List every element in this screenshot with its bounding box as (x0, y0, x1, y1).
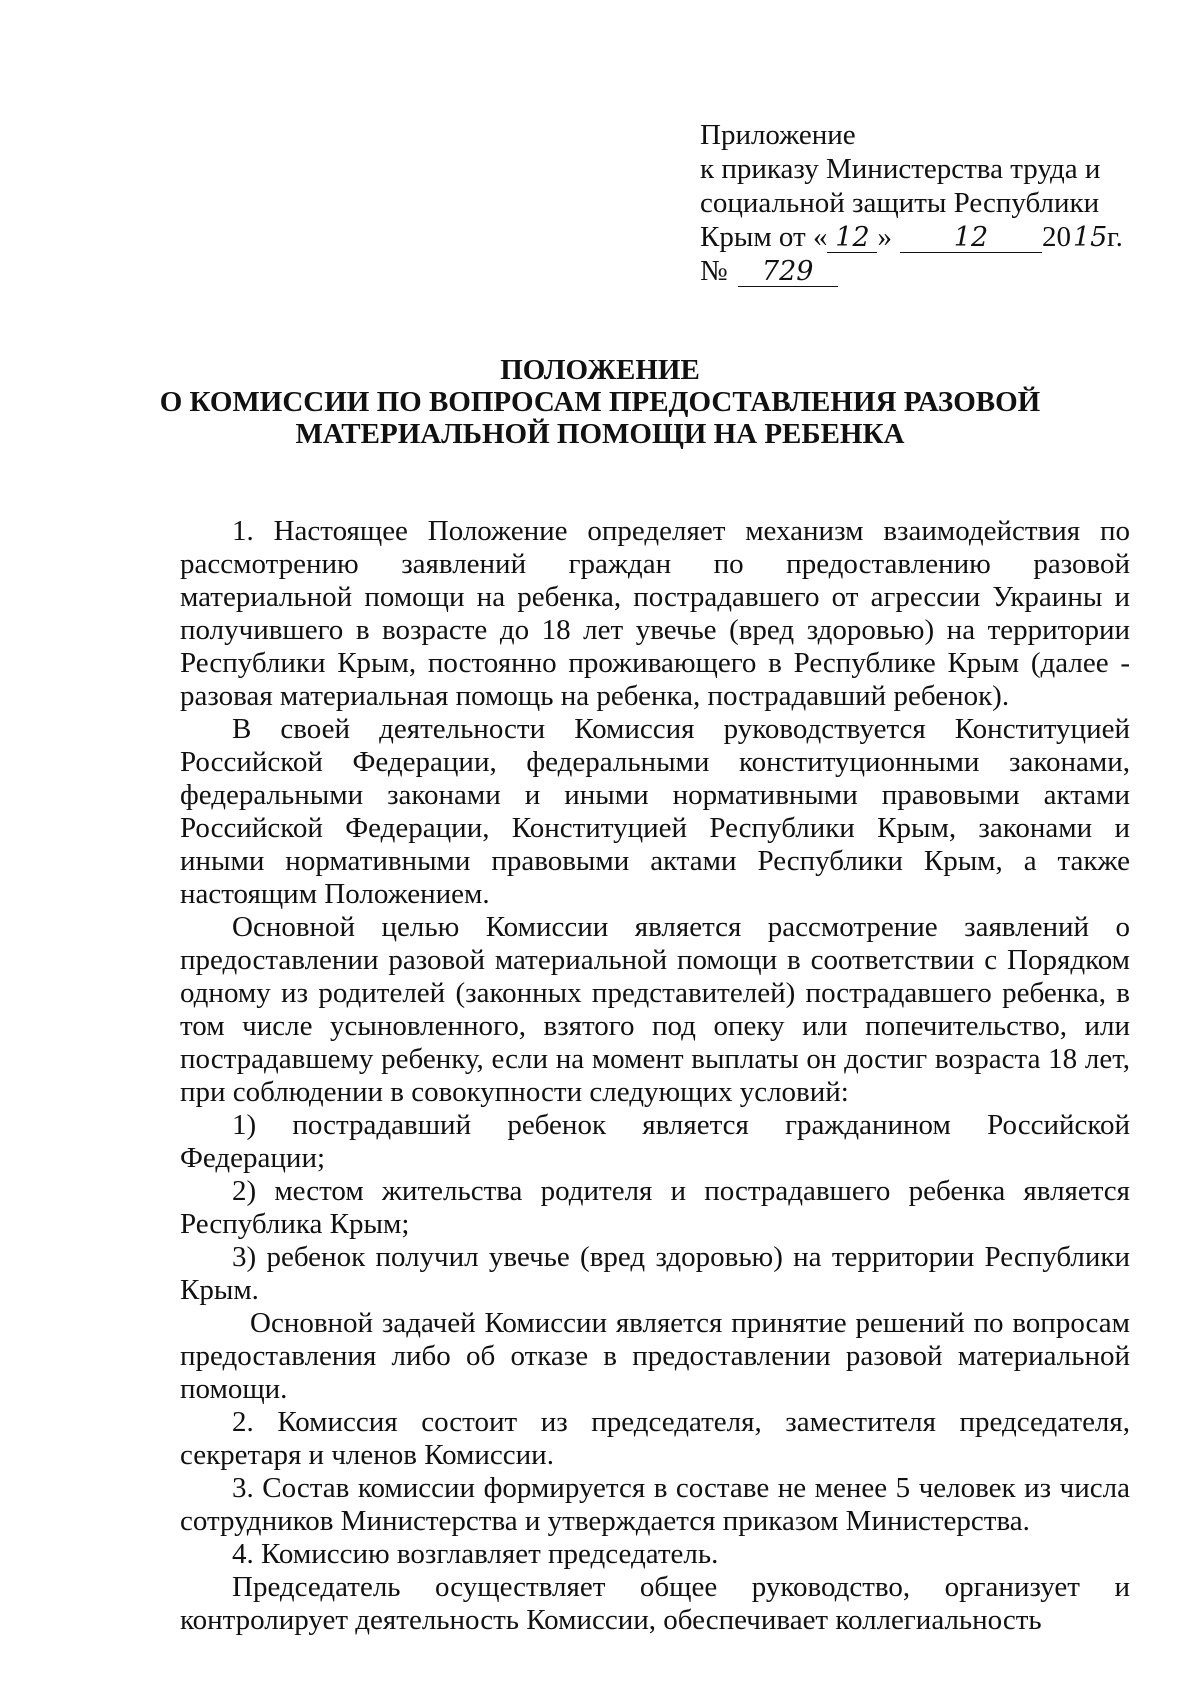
appendix-date-line (700, 220, 1140, 254)
document-title (100, 354, 1100, 450)
condition-1: 1) пострадавший ребенок является гражданином Российской Федерации; (180, 1109, 1130, 1174)
title-line-3: МАТЕРИАЛЬНОЙ ПОМОЩИ НА РЕБЕНКА (295, 418, 905, 450)
appendix-order-line: к приказу Министерства труда и (700, 153, 1101, 185)
date-year-prefix: 20 (1041, 221, 1071, 253)
paragraph-chair-duties: Председатель осуществляет общее руководство, организует и контролирует деятельность Комиссии, обеспечивает коллегиальность (180, 1571, 1130, 1636)
appendix-number-line (700, 254, 1140, 288)
title-line-1: ПОЛОЖЕНИЕ (500, 354, 700, 386)
date-month: 12 (900, 224, 1042, 253)
paragraph-1: 1. Настоящее Положение определяет механизм взаимодействия по рассмотрению заявлений граждан по предоставлению разовой материальной помощи на ребенка, пострадавшего от агрессии Украины и получившего в возрасте до 18 лет увечье (вред здоровью) на территории Республики Крым, постоянно проживающего в Республике Крым (далее - разовая материальная помощь на ребенка, пострадавший ребенок). (180, 515, 1130, 712)
date-prefix: Крым от « (700, 221, 828, 253)
condition-3: 3) ребенок получил увечье (вред здоровью) на территории Республики Крым. (180, 1241, 1130, 1306)
paragraph-composition: 2. Комиссия состоит из председателя, заместителя председателя, секретаря и членов Комиссии. (180, 1406, 1130, 1471)
paragraph-staff: 3. Состав комиссии формируется в составе не менее 5 человек из числа сотрудников Министерства и утверждается приказом Министерства. (180, 1472, 1130, 1537)
number-label: № (700, 255, 728, 287)
paragraph-chair: 4. Комиссию возглавляет председатель. (232, 1538, 719, 1570)
appendix-label: Приложение (700, 119, 856, 151)
date-day: 12 (827, 224, 877, 253)
paragraph-3: Основной целью Комиссии является рассмотрение заявлений о предоставлении разовой материальной помощи в соответствии с Порядком одному из родителей (законных представителей) пострадавшего ребенка, в том числе усыновленного, взятого под опеку или попечительство, или пострадавшему ребенку, если на момент выплаты он достиг возраста 18 лет, при соблюдении в совокупности следующих условий: (180, 911, 1130, 1108)
date-year-suffix: 15 (1072, 222, 1108, 253)
date-mid: » (877, 221, 892, 253)
date-year-end: г. (1106, 221, 1123, 253)
condition-2: 2) местом жительства родителя и пострадавшего ребенка является Республика Крым; (180, 1175, 1130, 1240)
title-line-2: О КОМИССИИ ПО ВОПРОСАМ ПРЕДОСТАВЛЕНИЯ РАЗОВОЙ (159, 386, 1041, 418)
document-body (180, 515, 1130, 1637)
order-number: 729 (738, 258, 838, 287)
paragraph-2: В своей деятельности Комиссия руководствуется Конституцией Российской Федерации, федеральными конституционными законами, федеральными законами и иными нормативными правовыми актами Российской Федерации, Конституцией Республики Крым, законами и иными нормативными правовыми актами Республики Крым, а также настоящим Положением. (180, 713, 1130, 910)
appendix-ministry-line: социальной защиты Республики (700, 187, 1100, 219)
paragraph-task: Основной задачей Комиссии является принятие решений по вопросам предоставления либо об отказе в предоставлении разовой материальной помощи. (180, 1307, 1130, 1405)
appendix-header (700, 118, 1140, 288)
